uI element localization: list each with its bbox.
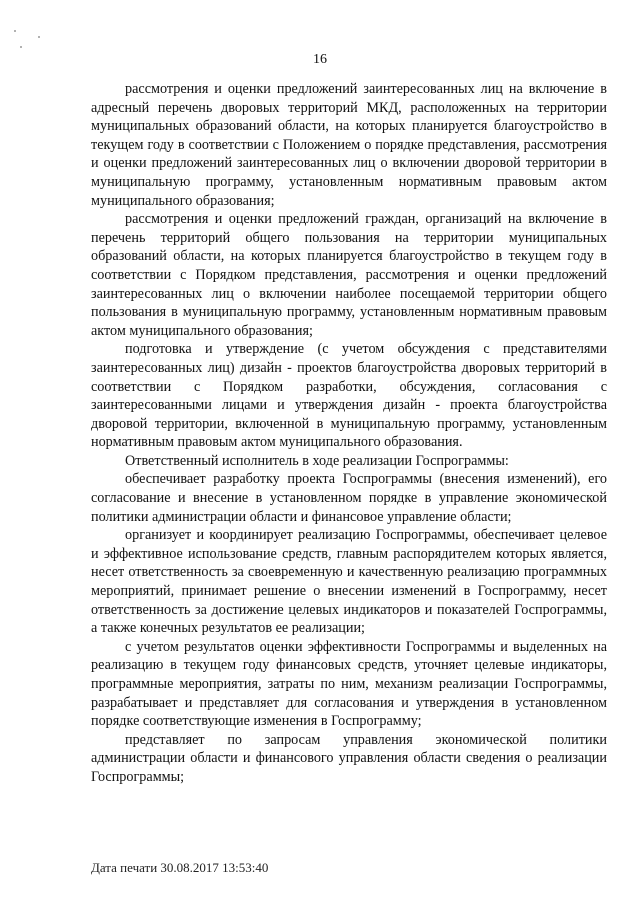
paragraph: Ответственный исполнитель в ходе реализации Госпрограммы: <box>125 452 509 469</box>
scan-speck <box>20 46 22 48</box>
print-date-footer: Дата печати 30.08.2017 13:53:40 <box>91 860 269 875</box>
page-number: 16 <box>313 52 327 67</box>
paragraph: представляет по запросам управления экономической политики администрации области и финансового управления области сведения о реализации Госпрограммы; <box>91 731 607 785</box>
paragraph: подготовка и утверждение (с учетом обсуждения с представителями заинтересованных лиц) дизайн - проектов благоустройства дворовых территорий в соответствии с Порядком разработки, обсуждения, согласования с заинтересованными лицами и утверждения дизайн - проекта благоустройства дворовой территории, включенной в муниципальную программу, установленным нормативным правовым актом муниципального образования. <box>91 341 607 451</box>
paragraph: с учетом результатов оценки эффективности Госпрограммы и выделенных на реализацию в текущем году финансовых средств, уточняет целевые индикаторы, программные мероприятия, затраты по ним, механизм реализации Госпрограммы, разрабатывает и представляет для согласования и утверждения в установленном порядке соответствующие изменения в Госпрограмму; <box>91 638 607 730</box>
scan-speck <box>14 30 16 32</box>
paragraph: организует и координирует реализацию Госпрограммы, обеспечивает целевое и эффективное использование средств, главным распорядителем которых является, несет ответственность за своевременную и качественную реализацию программных мероприятий, принимает решение о внесении изменений в Госпрограмму, несет ответственность за достижение целевых индикаторов и показателей Госпрограммы, а также конечных результатов ее реализации; <box>91 527 607 637</box>
body-text <box>91 80 607 787</box>
paragraph: обеспечивает разработку проекта Госпрограммы (внесения изменений), его согласование и внесение в установленном порядке в управление экономической политики администрации области и финансовое управление области; <box>91 471 607 525</box>
scan-speck <box>38 36 40 38</box>
paragraph: рассмотрения и оценки предложений граждан, организаций на включение в перечень территорий общего пользования на территории муниципальных образований области, на которых планируется благоустройство в текущем году в соответствии с Порядком представления, рассмотрения и оценки предложений заинтересованных лиц о включении наиболее посещаемой территории общего пользования в муниципальную программу, установленным нормативным правовым актом муниципального образования; <box>91 211 607 339</box>
paragraph: рассмотрения и оценки предложений заинтересованных лиц на включение в адресный перечень дворовых территорий МКД, расположенных на территории муниципальных образований области, на которых планируется благоустройство в текущем году в соответствии с Положением о порядке представления, рассмотрения и оценки предложений заинтересованных лиц о включении дворовой территории в муниципальную программу, установленным нормативным правовым актом муниципального образования; <box>91 81 607 209</box>
